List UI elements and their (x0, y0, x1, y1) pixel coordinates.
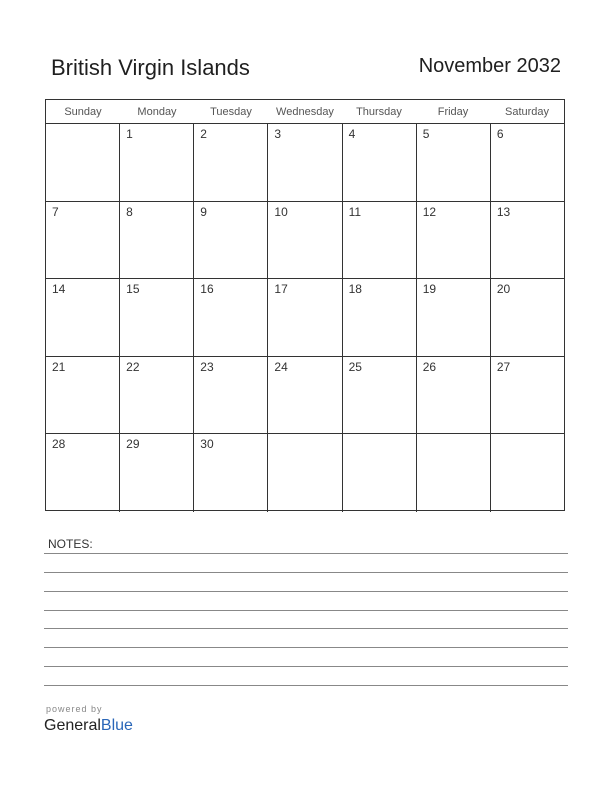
day-cell: 26 (417, 357, 491, 434)
day-cell: 2 (194, 124, 268, 201)
notes-line (44, 666, 568, 667)
notes-line (44, 628, 568, 629)
day-cell: 13 (496, 204, 511, 219)
day-cell (343, 434, 417, 512)
notes-line (44, 553, 568, 554)
day-cell: 5 (417, 124, 491, 201)
week-row (46, 279, 564, 357)
week-row (46, 357, 564, 435)
logo-text-blue: Blue (100, 717, 133, 734)
day-cell: 18 (343, 279, 417, 356)
day-cell: 21 (46, 357, 120, 434)
day-cell: 6 (496, 127, 504, 141)
calendar-grid (45, 99, 565, 511)
weekday-header: Tuesday (210, 106, 252, 118)
day-cell: 16 (194, 279, 268, 356)
notes-line (44, 591, 568, 592)
notes-label: NOTES: (48, 537, 93, 551)
weekday-header: Thursday (356, 106, 402, 118)
notes-line (44, 572, 568, 573)
weekday-header-row (46, 100, 564, 124)
weekday-header: Sunday (64, 106, 102, 118)
day-cell: 12 (417, 202, 491, 279)
powered-by-text: powered by (46, 704, 103, 714)
day-cell: 7 (46, 202, 120, 279)
day-cell: 29 (120, 434, 194, 512)
day-cell: 15 (120, 279, 194, 356)
day-cell: 10 (268, 202, 342, 279)
notes-line (44, 685, 568, 686)
logo-text-general: General (44, 717, 101, 734)
day-cell: 17 (268, 279, 342, 356)
week-row (46, 434, 564, 512)
day-cell: 19 (417, 279, 491, 356)
weekday-header: Friday (437, 106, 469, 118)
day-cell: 27 (496, 359, 511, 374)
day-cell: 11 (343, 202, 417, 279)
weekday-header: Saturday (504, 106, 550, 118)
day-cell (46, 124, 120, 201)
day-cell: 30 (194, 434, 268, 512)
day-cell: 23 (194, 357, 268, 434)
notes-line (44, 610, 568, 611)
day-cell: 25 (343, 357, 417, 434)
day-cell: 28 (46, 434, 120, 512)
generalblue-logo (44, 717, 133, 735)
day-cell: 9 (194, 202, 268, 279)
day-cell (268, 434, 342, 512)
day-cell: 8 (120, 202, 194, 279)
weekday-header: Wednesday (276, 106, 334, 118)
day-cell: 14 (46, 279, 120, 356)
day-cell: 3 (268, 124, 342, 201)
day-cell: 4 (343, 124, 417, 201)
weekday-header: Monday (137, 106, 177, 118)
day-cell (417, 434, 491, 512)
day-cell: 20 (496, 282, 511, 297)
day-cell: 1 (120, 124, 194, 201)
day-cell (491, 434, 564, 512)
notes-line (44, 647, 568, 648)
day-cell: 22 (120, 357, 194, 434)
week-row (46, 124, 564, 202)
calendar-month-title: November 2032 (418, 55, 561, 77)
calendar-country-title: British Virgin Islands (51, 55, 250, 80)
week-row (46, 202, 564, 280)
day-cell: 24 (268, 357, 342, 434)
